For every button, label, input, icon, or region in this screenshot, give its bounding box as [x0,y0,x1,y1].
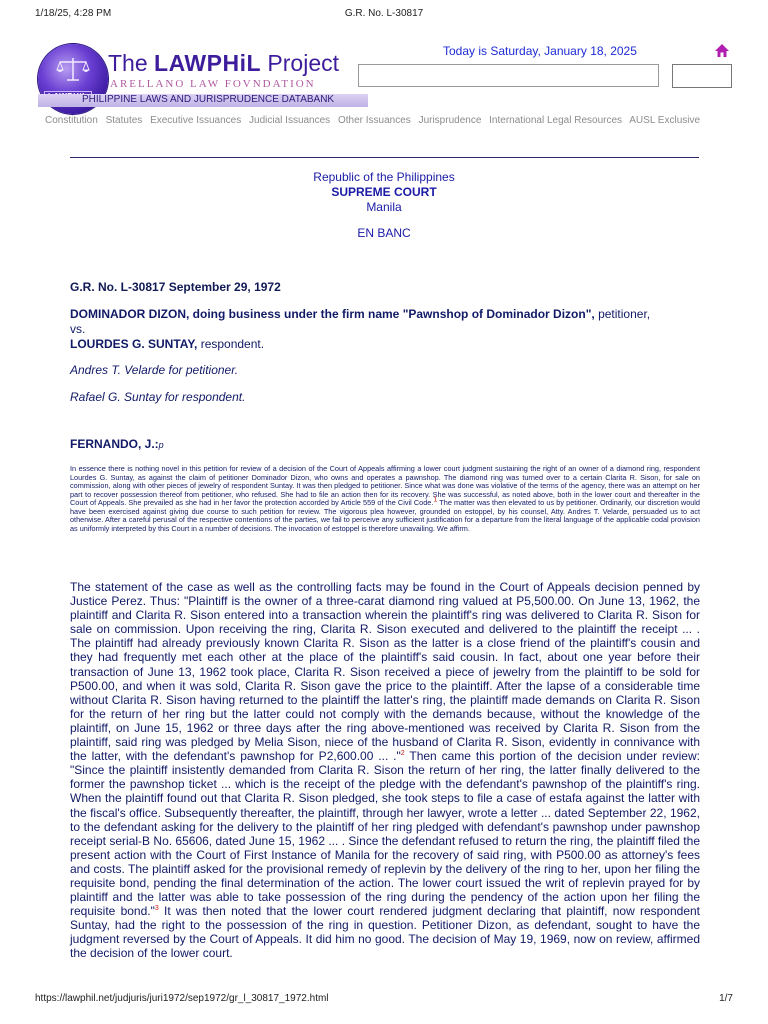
petitioner-name: DOMINADOR DIZON, doing business under the firm name "Pawnshop of Dominador Dizon", [70,307,595,321]
nav-judicial-issuances[interactable]: Judicial Issuances [249,115,331,126]
search-input[interactable] [358,64,659,87]
home-icon[interactable] [714,43,730,59]
logo-subtitle: ARELLANO LAW FOVNDATION [110,78,316,90]
scales-of-justice-icon [56,56,90,82]
court-republic: Republic of the Philippines [313,170,455,184]
intro-text-2: The matter was then elevated to us by petitioner. Ordinarily, our discretion would have been exercised against giving due course to such petition for review. The vigorous plea however, grounded on estoppel, by his counsel, Atty. Andres T. Velarde, persuaded us to act otherwise. After a careful perusal of the respective contentions of the parties, we fail to perceive any sufficient justification for a departure from the literal language of the applicable codal provision as uniformly interpreted by this Court in a number of decisions. The invocation of estoppel is therefore unavailing. We affirm. [70,498,700,533]
versus: vs. [70,322,86,336]
print-datetime: 1/18/25, 4:28 PM [35,8,112,19]
petitioner-role: petitioner, [594,307,651,321]
logo-title-pre: The [108,50,155,76]
counsel-respondent: Rafael G. Suntay for respondent. [70,390,246,404]
ponente-name: FERNANDO, J.: [70,437,159,451]
logo-title-brand: LAWPHiL [154,50,262,76]
nav-ausl-exclusive[interactable]: AUSL Exclusive [629,115,701,126]
footnote-2-link[interactable]: 2 [400,750,405,758]
nav-statutes[interactable]: Statutes [105,115,143,126]
case-parties [70,307,700,352]
ponente [70,437,164,451]
ponente-mark: p [158,440,164,450]
intro-text-1: In essence there is nothing novel in this petition for review of a decision of the Court of Appeals affirming a lower court judgment sustaining the right of an owner of a diamond ring, respondent Lourdes G. Suntay, as against the claim of petitioner Dominador Dizon, who owns and operates a pawnshop. The diamond ring was turned over to a certain Clarita R. Sison, for sale on commission, along with other pieces of jewelry of respondent Suntay. It was then pledged to petitioner. Since what was done was violative of the terms of the agency, there was an attempt on her part to recover possession thereof from petitioner, who refused. She had to file an action then for its recovery. She was successful, as noted above, both in the lower court and thereafter in the Court of Appeals. She prevailed as she had in her favor the protection accorded by Article 559 of the Civil Code. [70,464,700,507]
print-header [35,8,733,22]
logo-databank-bar [38,94,368,107]
court-division: EN BANC [357,226,411,240]
nav-executive-issuances[interactable]: Executive Issuances [150,115,242,126]
facts-paragraph [70,580,700,961]
logo-bar-text: PHILIPPINE LAWS AND JURISPRUDENCE DATABANK [82,94,335,105]
nav-international-legal-resources[interactable]: International Legal Resources [489,115,623,126]
respondent-name: LOURDES G. SUNTAY, [70,337,198,351]
facts-text-3: It was then noted that the lower court rendered judgment declaring that plaintiff, now respondent Suntay, had the right to the possession of the ring in question. Petitioner Dizon, as defendant, sought to have the judgment reversed by the Court of Appeals. It did him no good. The decision of May 19, 1969, now on review, affirmed the decision of the lower court. [70,904,701,961]
court-location: Manila [366,200,402,214]
today-date: Today is Saturday, January 18, 2025 [443,44,637,58]
footnote-1-link[interactable]: 1 [433,496,438,504]
nav-other-issuances[interactable]: Other Issuances [337,115,411,126]
print-page-number: 1/7 [719,993,733,1004]
intro-paragraph [70,465,700,533]
court-name: SUPREME COURT [331,185,437,199]
facts-text-2: Then came this portion of the decision under review: "Since the plaintiff insistently demanded from Clarita R. Sison the return of her ring, the latter finally delivered to the former the pawnshop ticket ... which is the receipt of the pledge with the defendant's pawnshop of the plaintiff's ring. When the plaintiff found out that Clarita R. Sison pledged, she took steps to file a case of estafa against the latter with the fiscal's office. Subsequently thereafter, the plaintiff, through her lawyer, wrote a letter ... dated September 22, 1962, to the defendant asking for the delivery to the plaintiff of her ring pledged with defendant's pawnshop under pawnshop receipt serial-B No. 65606, dated June 15, 1962 ... . Since the defendant refused to return the ring, the plaintiff filed the present action with the Court of First Instance of Manila for the recovery of said ring, with P500.00 as attorney's fees and costs. The plaintiff asked for the provisional remedy of replevin by the delivery of the ring to her, upon her filing the requisite bond, pending the final determination of the action. The lower court issued the writ of replevin prayed for by plaintiff and the latter was able to take possession of the ring during the pendency of the action upon her filing the requisite bond." [70,749,700,919]
print-doc-title: G.R. No. L-30817 [344,8,424,19]
logo-title [108,50,339,77]
counsel-petitioner: Andres T. Velarde for petitioner. [70,363,239,377]
nav-jurisprudence[interactable]: Jurisprudence [418,115,482,126]
footnote-3-link[interactable]: 3 [154,905,159,913]
divider [70,157,699,158]
facts-text-1: The statement of the case as well as the controlling facts may be found in the Court of Appeals decision penned by Justice Perez. Thus: "Plaintiff is the owner of a three-carat diamond ring valued at P5,500.00. On June 13, 1962, the plaintiff and Clarita R. Sison entered into a transaction wherein the plaintiff's ring was delivered to Clarita R. Sison for sale on commission. Upon receiving the ring, Clarita R. Sison executed and delivered to the plaintiff the receipt ... . The plaintiff had already previously known Clarita R. Sison as the latter is a close friend of the plaintiff's cousin and they had frequently met each other at the place of the plaintiff's said cousin. In fact, about one year before their transaction of June 13, 1962 took place, Clarita R. Sison received a piece of jewelry from the plaintiff to be sold for P500.00, and when it was sold, Clarita R. Sison gave the price to the plaintiff. After the lapse of a considerable time without Clarita R. Sison having returned to the plaintiff the latter's ring, the plaintiff made demands on Clarita R. Sison for the return of her ring but the latter could not comply with the demands because, without the knowledge of the plaintiff, on June 15, 1962 or three days after the ring above-mentioned was received by Clarita R. Sison from the plaintiff, said ring was pledged by Melia Sison, niece of the husband of Clarita R. Sison, evidently in connivance with the latter, with the defendant's pawnshop for P2,600.00 ... ." [70,580,700,764]
respondent-role: respondent. [197,337,265,351]
main-nav [45,115,705,126]
print-url: https://lawphil.net/judjuris/juri1972/sep1972/gr_l_30817_1972.html [35,993,329,1004]
lawphil-logo[interactable] [38,40,368,116]
logo-title-post: Project [261,50,340,76]
search-button[interactable] [672,64,732,88]
nav-constitution[interactable]: Constitution [45,115,98,126]
case-number: G.R. No. L-30817 September 29, 1972 [70,280,281,294]
